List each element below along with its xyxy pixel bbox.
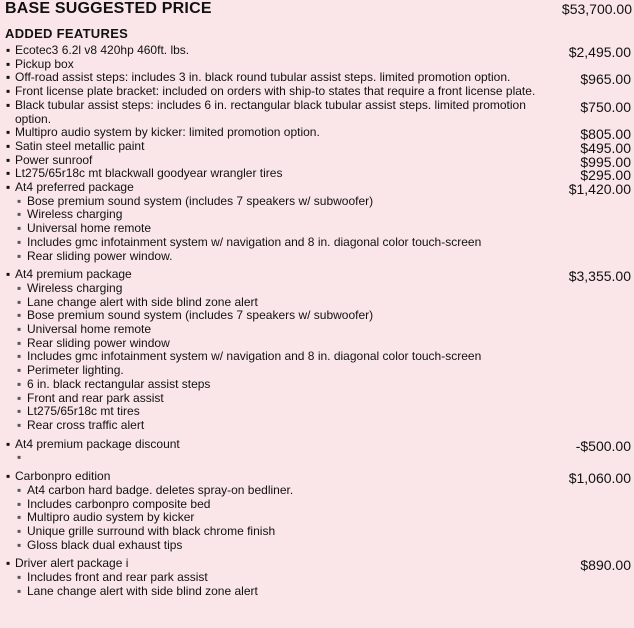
package-sub-item — [6, 296, 631, 310]
package-sub-item — [6, 195, 631, 209]
sub-item-label: Includes front and rear park assist — [27, 570, 208, 585]
feature-item — [6, 44, 631, 58]
base-price-row — [5, 0, 632, 18]
feature-item — [6, 125, 631, 143]
bullet-icon: ▪ — [6, 180, 11, 195]
sub-bullet-icon: ▪ — [17, 482, 22, 497]
package-sub-item — [6, 350, 631, 364]
sub-item-label: Multipro audio system by kicker — [27, 510, 195, 525]
feature-label: Driver alert package i — [15, 556, 129, 571]
sub-item-label: Perimeter lighting. — [27, 363, 124, 378]
package-sub-item — [6, 419, 631, 433]
sub-item-label: Bose premium sound system (includes 7 speakers w/ subwoofer) — [27, 193, 374, 208]
sub-item-label: Rear sliding power window. — [27, 248, 173, 263]
feature-price: $495.00 — [580, 139, 631, 156]
feature-label: At4 premium package — [15, 267, 132, 282]
feature-label: Lt275/65r18c mt blackwall goodyear wrangler tires — [15, 166, 283, 181]
bullet-icon: ▪ — [6, 138, 11, 153]
sub-item-label: Lt275/65r18c mt tires — [27, 404, 140, 419]
feature-item — [6, 154, 631, 168]
feature-item — [6, 556, 631, 574]
feature-price: $805.00 — [580, 126, 631, 143]
feature-item — [6, 140, 631, 154]
sub-bullet-icon: ▪ — [17, 248, 22, 263]
feature-price: $295.00 — [580, 167, 631, 184]
bullet-icon: ▪ — [6, 166, 11, 181]
feature-price: $965.00 — [580, 71, 631, 88]
bullet-icon: ▪ — [6, 56, 11, 71]
feature-price: $995.00 — [580, 153, 631, 170]
sub-item-label: 6 in. black rectangular assist steps — [27, 376, 211, 391]
bullet-icon: ▪ — [6, 152, 11, 167]
sub-bullet-icon: ▪ — [17, 221, 22, 236]
sub-bullet-icon: ▪ — [17, 234, 22, 249]
sub-bullet-icon: ▪ — [17, 363, 22, 378]
package-sub-item — [6, 208, 631, 222]
feature-list — [6, 44, 631, 598]
sub-item-label: Includes gmc infotainment system w/ navigation and 8 in. diagonal color touch-screen — [27, 349, 482, 364]
feature-item — [6, 58, 631, 72]
sub-bullet-icon: ▪ — [17, 193, 22, 208]
feature-item — [6, 70, 631, 88]
sub-item-label: Rear cross traffic alert — [27, 417, 145, 432]
package-sub-item — [6, 282, 631, 296]
feature-label: Off-road assist steps: includes 3 in. black round tubular assist steps. limited promotion option. — [15, 70, 511, 85]
package-sub-item — [6, 309, 631, 323]
added-features-heading: ADDED FEATURES — [5, 26, 129, 41]
feature-label: Multipro audio system by kicker: limited promotion option. — [15, 125, 320, 140]
bullet-icon: ▪ — [6, 125, 11, 140]
bullet-icon: ▪ — [6, 84, 11, 99]
base-price-value: $53,700.00 — [561, 1, 632, 17]
package-sub-item — [6, 337, 631, 351]
bullet-icon: ▪ — [6, 97, 11, 112]
sub-bullet-icon: ▪ — [17, 496, 22, 511]
feature-label: Power sunroof — [15, 152, 93, 167]
package-sub-item — [6, 222, 631, 236]
sub-bullet-icon: ▪ — [17, 523, 22, 538]
sub-bullet-icon: ▪ — [17, 376, 22, 391]
package-sub-item — [6, 405, 631, 419]
package-sub-item — [6, 236, 631, 250]
sub-bullet-icon: ▪ — [17, 390, 22, 405]
package-sub-item — [6, 498, 631, 512]
package-sub-item — [6, 451, 631, 465]
sub-bullet-icon: ▪ — [17, 417, 22, 432]
sub-bullet-icon: ▪ — [17, 280, 22, 295]
sub-item-label: Gloss black dual exhaust tips — [27, 537, 183, 552]
package-sub-item — [6, 525, 631, 539]
sub-bullet-icon: ▪ — [17, 308, 22, 323]
package-sub-item — [6, 250, 631, 264]
bullet-icon: ▪ — [6, 43, 11, 57]
package-sub-item — [6, 364, 631, 378]
sub-item-label: Universal home remote — [27, 221, 152, 236]
bullet-icon: ▪ — [6, 267, 11, 282]
sub-item-label: Front and rear park assist — [27, 390, 164, 405]
package-sub-item — [6, 511, 631, 525]
sub-item-label: Universal home remote — [27, 322, 152, 337]
sub-item-label: Includes carbonpro composite bed — [27, 496, 211, 511]
sub-bullet-icon: ▪ — [17, 207, 22, 222]
bullet-icon: ▪ — [6, 70, 11, 85]
package-sub-item — [6, 539, 631, 553]
package-sub-item — [6, 378, 631, 392]
feature-price: $3,355.00 — [568, 268, 631, 285]
sub-item-label: Includes gmc infotainment system w/ navigation and 8 in. diagonal color touch-screen — [27, 234, 482, 249]
package-sub-item — [6, 323, 631, 337]
feature-label: At4 preferred package — [15, 180, 134, 195]
feature-price: $1,420.00 — [568, 181, 631, 198]
feature-item — [6, 469, 631, 487]
sub-bullet-icon: ▪ — [17, 450, 22, 465]
package-sub-item — [6, 571, 631, 585]
feature-price: -$500.00 — [575, 437, 631, 454]
feature-label: Satin steel metallic paint — [15, 138, 145, 153]
feature-label: Front license plate bracket: included on orders with ship-to states that require a front license plate. — [15, 84, 536, 99]
sub-bullet-icon: ▪ — [17, 294, 22, 309]
feature-item — [6, 438, 631, 452]
feature-label: Ecotec3 6.2l v8 420hp 460ft. lbs. — [15, 43, 190, 57]
feature-item — [6, 99, 631, 126]
sub-item-label: Rear sliding power window — [27, 335, 170, 350]
sub-bullet-icon: ▪ — [17, 510, 22, 525]
sub-item-label: Lane change alert with side blind zone alert — [27, 294, 258, 309]
feature-label: Carbonpro edition — [15, 469, 111, 484]
package-sub-item — [6, 392, 631, 406]
sub-item-label: At4 carbon hard badge. deletes spray-on bedliner. — [27, 482, 294, 497]
sub-bullet-icon: ▪ — [17, 322, 22, 337]
sub-bullet-icon: ▪ — [17, 404, 22, 419]
feature-price: $1,060.00 — [568, 470, 631, 487]
feature-item — [6, 180, 631, 198]
feature-price: $2,495.00 — [568, 44, 631, 60]
feature-price: $750.00 — [580, 98, 631, 115]
sub-item-label: Wireless charging — [27, 280, 123, 295]
base-price-title: BASE SUGGESTED PRICE — [5, 0, 212, 17]
package-sub-item — [6, 585, 631, 599]
feature-label: At4 premium package discount — [15, 436, 180, 451]
sub-item-label: Lane change alert with side blind zone alert — [27, 583, 258, 598]
sub-bullet-icon: ▪ — [17, 583, 22, 598]
bullet-icon: ▪ — [6, 436, 11, 451]
sub-item-label: Bose premium sound system (includes 7 speakers w/ subwoofer) — [27, 308, 374, 323]
feature-item — [6, 166, 631, 184]
sub-bullet-icon: ▪ — [17, 570, 22, 585]
feature-item — [6, 267, 631, 285]
sub-item-label: Wireless charging — [27, 207, 123, 222]
sub-bullet-icon: ▪ — [17, 349, 22, 364]
bullet-icon: ▪ — [6, 469, 11, 484]
feature-label: Black tubular assist steps: includes 6 in. rectangular black tubular assist steps. limited promotion option. — [15, 97, 526, 126]
feature-item — [6, 85, 631, 99]
sub-item-label — [27, 450, 30, 464]
feature-label: Pickup box — [15, 56, 74, 71]
package-sub-item — [6, 484, 631, 498]
sub-bullet-icon: ▪ — [17, 537, 22, 552]
sub-bullet-icon: ▪ — [17, 335, 22, 350]
bullet-icon: ▪ — [6, 556, 11, 571]
feature-price: $890.00 — [580, 557, 631, 574]
sub-item-label: Unique grille surround with black chrome finish — [27, 523, 276, 538]
